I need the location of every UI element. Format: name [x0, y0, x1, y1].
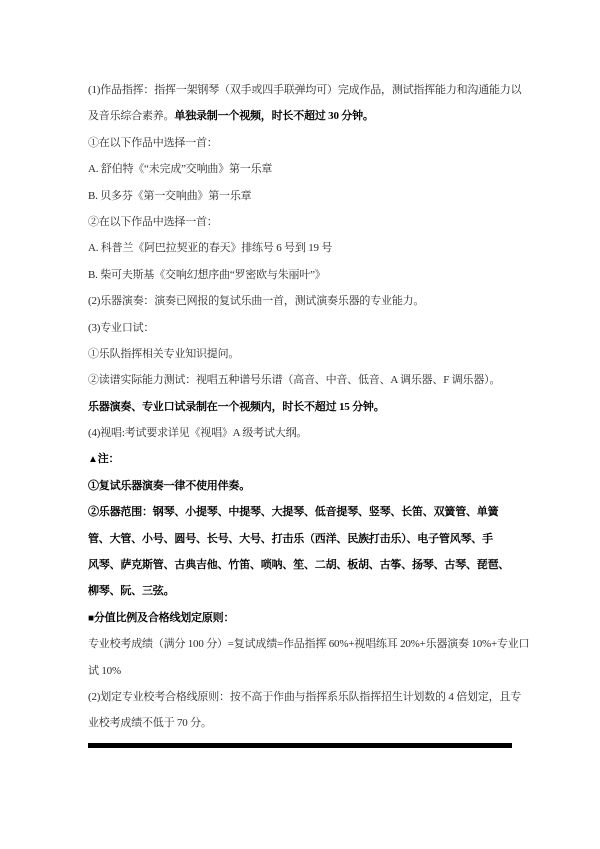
text-segment-bold: 乐器演奏、专业口试录制在一个视频内，时长不超过 15 分钟。 [88, 400, 385, 413]
text-segment: (2)划定专业校考合格线原则：按不高于作曲与指挥系乐队指挥招生计划数的 4 倍划定，且专 [88, 690, 522, 703]
document-line [88, 156, 512, 182]
document-line [88, 552, 512, 578]
text-segment: ①在以下作品中选择一首： [88, 136, 218, 149]
document-line [88, 130, 512, 156]
document-line [88, 631, 530, 657]
text-segment: 业校考成绩不低于 70 分。 [88, 717, 212, 730]
document-line [88, 710, 512, 736]
document-line [88, 526, 512, 552]
section-marker-icon: ■ [88, 612, 94, 624]
text-segment: ②读谱实际能力测试：视唱五种谱号乐谱（高音、中音、低音、A 调乐器、F 调乐器）。 [88, 374, 501, 387]
text-segment-bold: ①复试乐器演奏一律不使用伴奏。 [88, 479, 250, 492]
document-line [88, 605, 512, 631]
document-line [88, 288, 512, 314]
text-segment: (2)乐器演奏：演奏已网报的复试乐曲一首，测试演奏乐器的专业能力。 [88, 295, 425, 308]
document-line [88, 420, 512, 446]
document-line [88, 394, 512, 420]
text-segment: (4)视唱:考试要求详见《视唱》A 级考试大纲。 [88, 427, 308, 440]
document-body [88, 77, 530, 748]
document-line [88, 341, 512, 367]
text-segment-bold: 柳琴、阮、三弦。 [88, 585, 175, 598]
document-line [88, 235, 512, 261]
text-segment-bold: 注： [97, 453, 120, 466]
document-line [88, 446, 512, 472]
text-segment-bold: 分值比例及合格线划定原则： [93, 611, 235, 624]
document-line [88, 209, 512, 235]
text-segment: 试 10% [88, 664, 121, 677]
text-segment-bold: 管、大管、小号、圆号、长号、大号、打击乐（西洋、民族打击乐）、电子管风琴、手 [88, 532, 493, 545]
text-segment-bold: 单独录制一个视频，时长不超过 30 分钟。 [174, 110, 374, 123]
text-segment: A. 科普兰《阿巴拉契亚的春天》排练号 6 号到 19 号 [88, 242, 333, 255]
note-marker-icon: ▲ [88, 454, 98, 466]
document-line [88, 77, 522, 103]
document-line [88, 367, 512, 393]
document-line [88, 684, 522, 710]
document-line [88, 262, 512, 288]
text-segment-bold: ②乐器范围：钢琴、小提琴、中提琴、大提琴、低音提琴、竖琴、长笛、双簧管、单簧 [88, 506, 499, 519]
section-divider [88, 743, 512, 748]
text-segment: (3)专业口试： [88, 321, 155, 334]
text-segment: B. 柴可夫斯基《交响幻想序曲“罗密欧与朱丽叶”》 [88, 268, 326, 281]
document-line [88, 578, 512, 604]
text-segment: ①乐队指挥相关专业知识提问。 [88, 347, 240, 360]
text-segment: 及音乐综合素养。 [88, 110, 175, 123]
text-segment: B. 贝多芬《第一交响曲》第一乐章 [88, 189, 252, 202]
document-line [88, 658, 512, 684]
text-segment: 专业校考成绩（满分 100 分）=复试成绩=作品指挥 60%+视唱练耳 20%+乐器演奏 10%+专业口 [88, 638, 530, 651]
text-segment: A. 舒伯特《“未完成”交响曲》第一乐章 [88, 163, 273, 176]
text-segment: (1)作品指挥：指挥一架钢琴（双手或四手联弹均可）完成作品，测试指挥能力和沟通能力以 [88, 84, 522, 96]
document-line [88, 473, 512, 499]
document-line [88, 183, 512, 209]
document-line [88, 315, 512, 341]
document-line [88, 499, 512, 525]
document-line [88, 103, 512, 129]
text-segment: ②在以下作品中选择一首： [88, 215, 218, 228]
text-segment-bold: 风琴、萨克斯管、古典吉他、竹笛、唢呐、笙、二胡、板胡、古筝、扬琴、古琴、琵琶、 [88, 559, 510, 572]
